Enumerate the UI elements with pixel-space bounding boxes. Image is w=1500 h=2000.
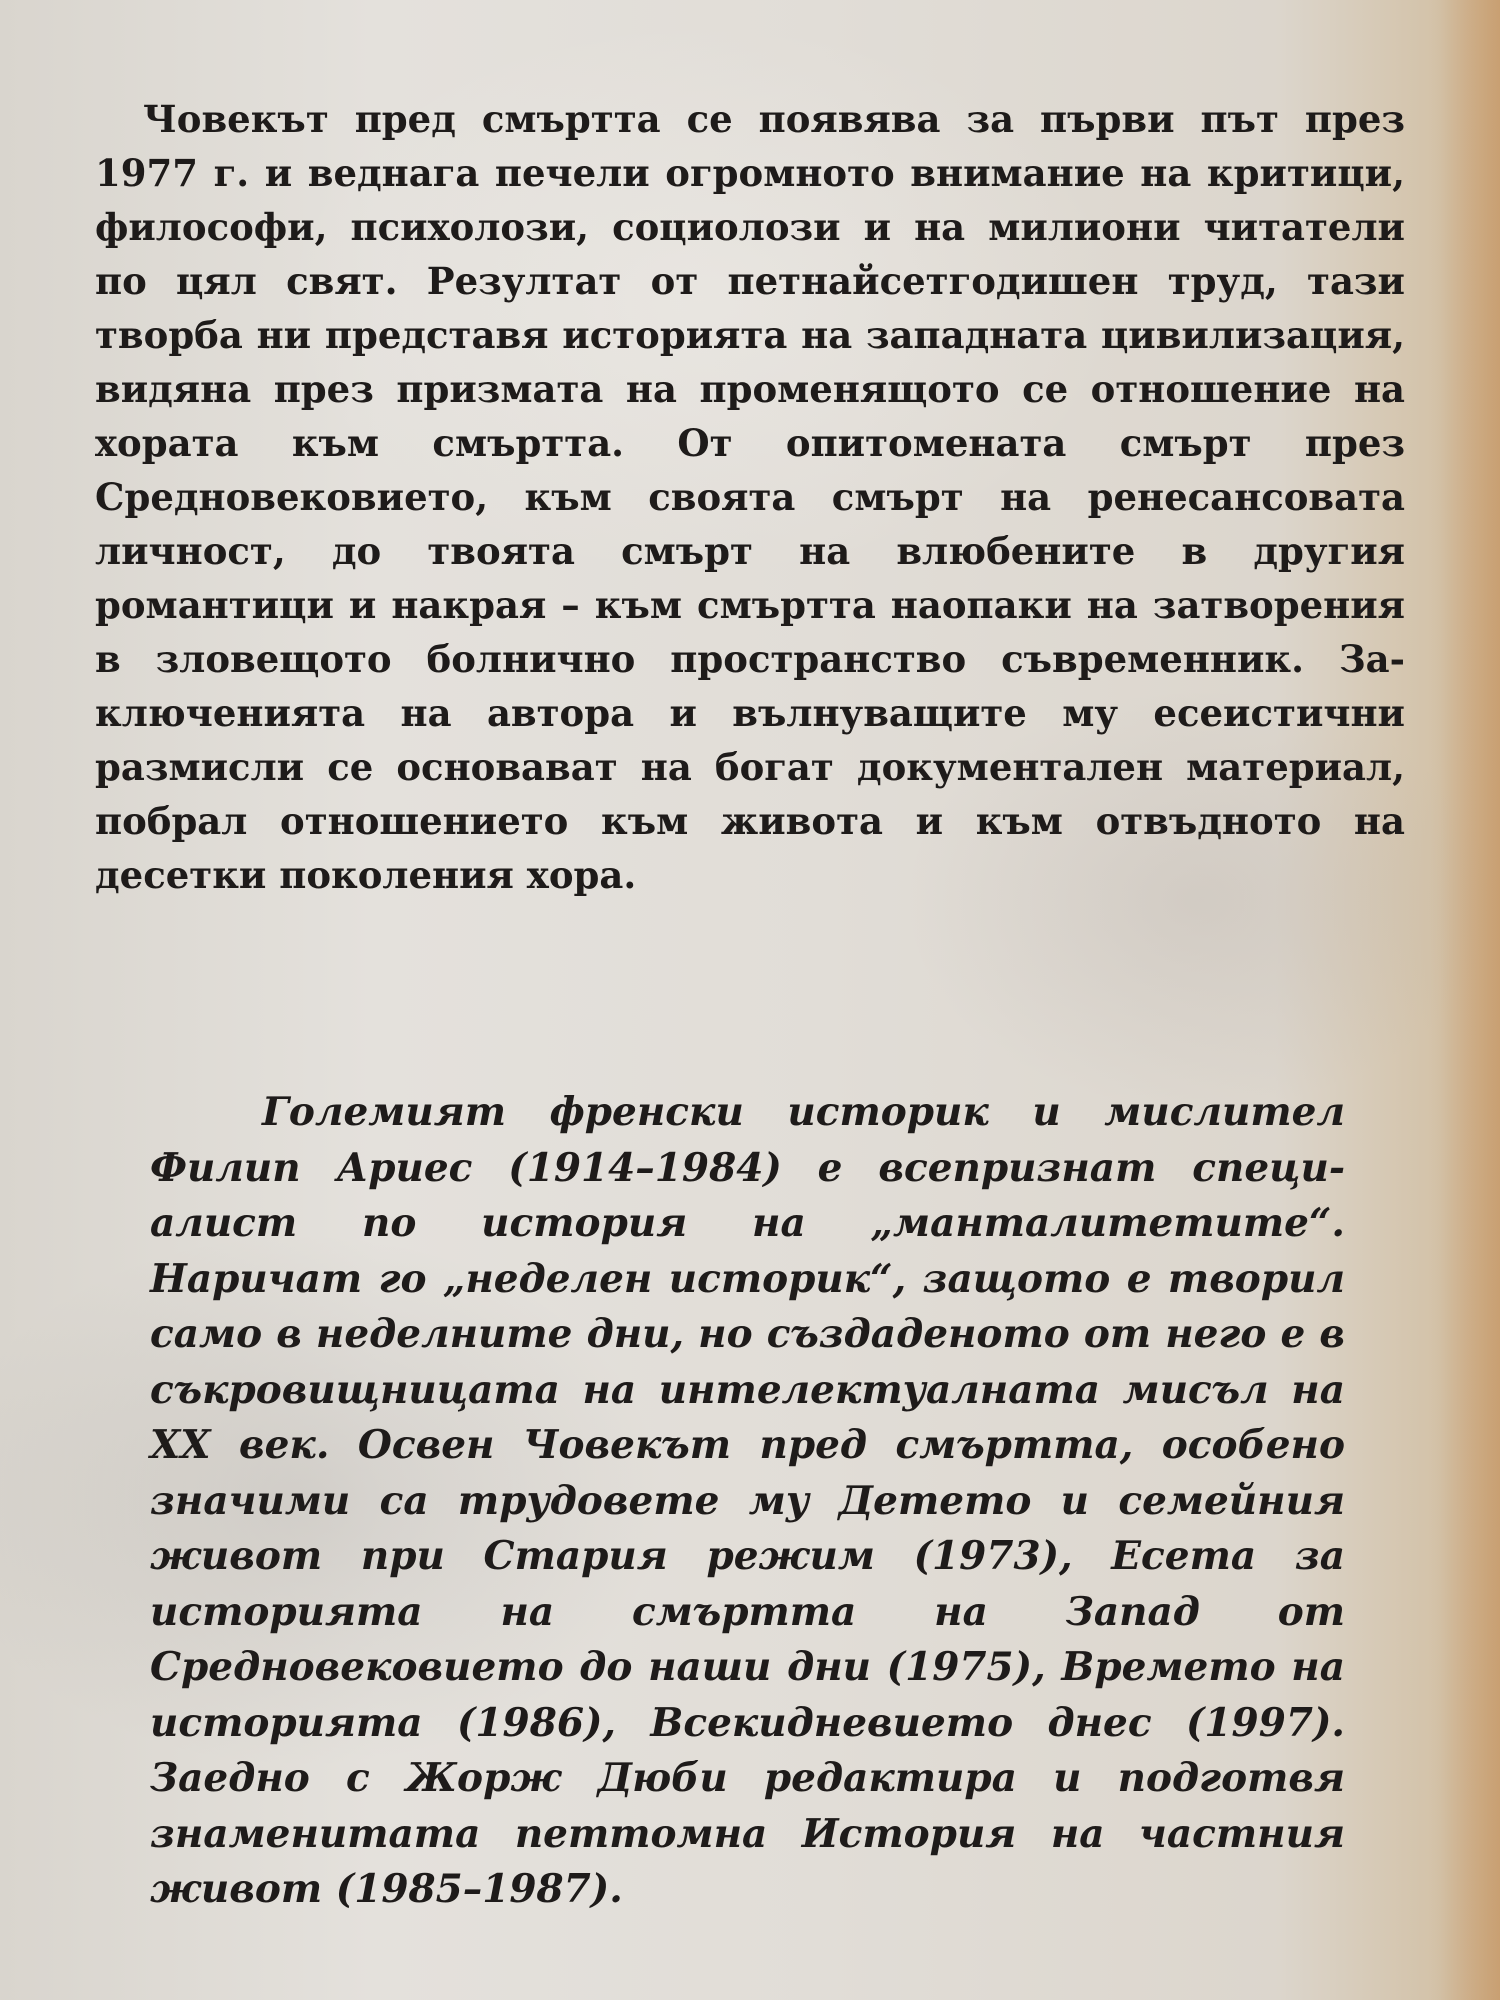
author-bio-paragraph: Големият френски историк и мислител Филип Ариес (1914–1984) е всепризнат специалист по история на „манталитетите“. Наричат го „неделен историк“, защото е творил само в неделните дни, но създаденото от него е в съкровищницата на интелектуалната мисъл на XX век. Освен Човекът пред смъртта, особено значими са трудовете му Детето и семейния живот при Стария режим (1973), Есета за историята на смъртта на Запад от Средновековието до наши дни (1975), Времето на историята (1986), Всекидневието днес (1997). Заедно с Жорж Дюби редактира и подготвя знаменитата петтомна История на частния живот (1985–1987).: [150, 1089, 1345, 1912]
page-edge-shadow: [1430, 0, 1500, 2000]
book-description-paragraph: Човекът пред смъртта се появява за първи път през 1977 г. и веднага печели огромното внимание на критици, философи, психолози, социолози и на милиони читатели по цял свят. Резултат от петнайсетгодишен труд, тази творба ни представя историята на западната цивилизация, видяна през призмата на променящото се отношение на хората към смъртта. От опитомената смърт през Средновековието, към своята смърт на ренесансовата личност, до твоята смърт на влюбените в другия романтици и накрая – към смъртта наопаки на затворения в зловещото болнично пространство съвременник. Заключенията на автора и вълнуващите му есеистични размисли се основават на богат документален материал, побрал отношението към живота и към отвъдното на десетки поколения хора.: [95, 97, 1405, 897]
